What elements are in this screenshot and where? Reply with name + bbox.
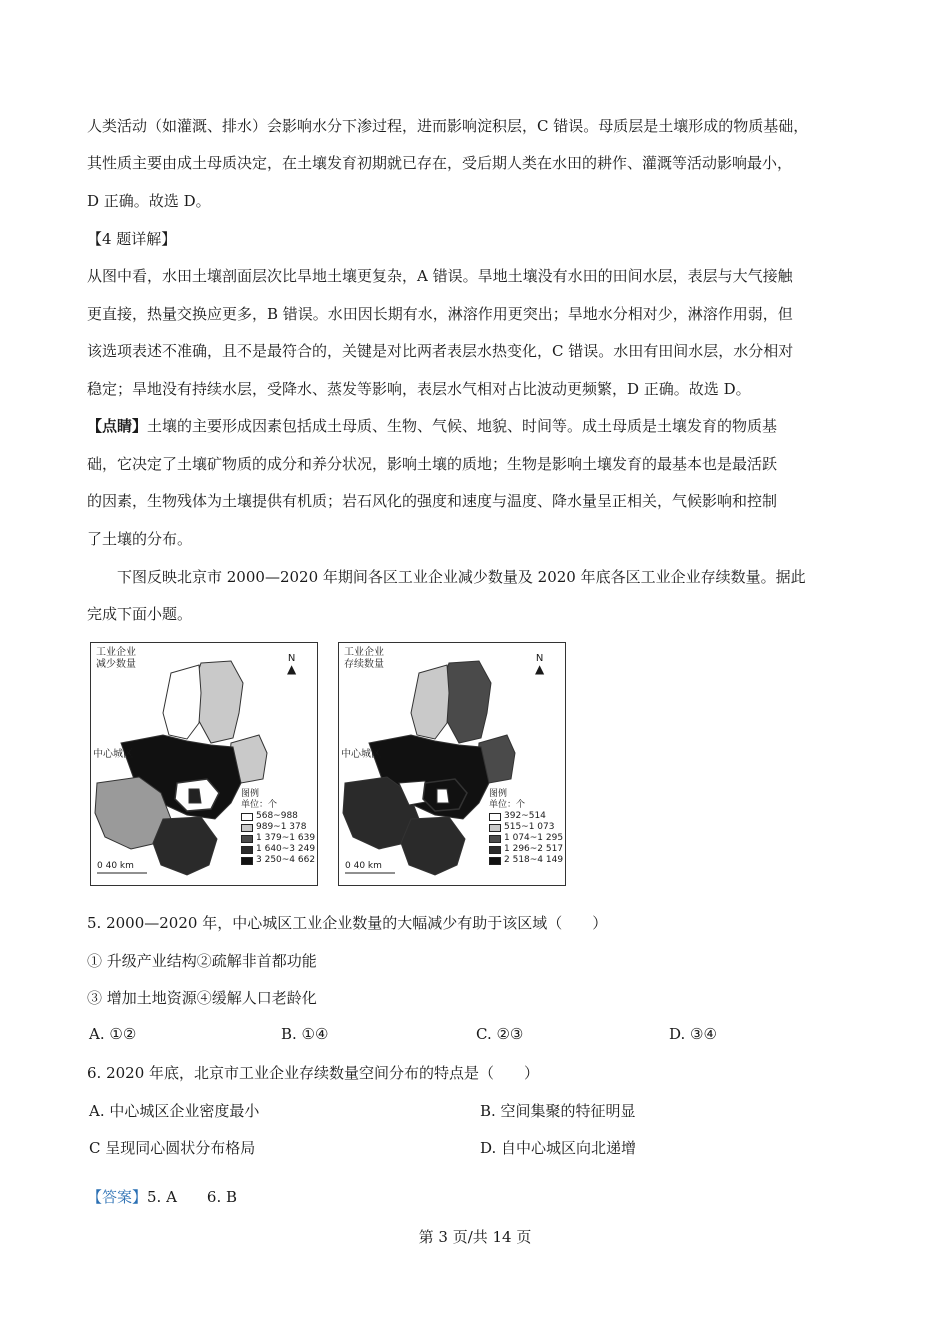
center-city-label: 中心城区 <box>93 749 133 760</box>
intro-line: 下图反映北京市 2000—2020 年期间各区工业企业减少数量及 2020 年底各区工业企业存续数量。据此 <box>117 568 806 586</box>
legend-row: 989~1 378 <box>241 822 315 833</box>
map-title: 工业企业 存续数量 <box>344 647 384 670</box>
legend-row: 1 379~1 639 <box>241 833 315 844</box>
q6-option-a[interactable]: A. 中心城区企业密度最小 <box>89 1102 260 1120</box>
question-5-statements: ① 升级产业结构②疏解非首都功能 <box>87 952 317 970</box>
map-legend <box>241 789 315 866</box>
scale-bar: 0 40 km <box>345 861 382 871</box>
legend-unit: 单位：个 <box>489 800 526 810</box>
tip-text: 土壤的主要形成因素包括成土母质、生物、气候、地貌、时间等。成土母质是土壤发育的物质基 <box>147 417 778 435</box>
tip-label: 【点睛】 <box>87 417 148 435</box>
q6-option-b[interactable]: B. 空间集聚的特征明显 <box>480 1102 636 1120</box>
page-footer: 第 3 页/共 14 页 <box>418 1228 532 1246</box>
q5-option-c[interactable]: C. ②③ <box>476 1025 524 1043</box>
text-line: D 正确。故选 D。 <box>87 192 211 210</box>
north-arrow-icon: N ▲ <box>535 653 545 676</box>
q5-option-a[interactable]: A. ①② <box>89 1025 137 1043</box>
answer-line <box>87 1186 237 1207</box>
text-line: 人类活动（如灌溉、排水）会影响水分下渗过程，进而影响淀积层，C 错误。母质层是土壤形成的物质基础， <box>87 117 809 135</box>
question-5-statements: ③ 增加土地资源④缓解人口老龄化 <box>87 989 317 1007</box>
map-remaining <box>338 642 566 886</box>
question-5-stem: 5. 2000—2020 年，中心城区工业企业数量的大幅减少有助于该区域（ ） <box>87 914 608 932</box>
q5-option-d[interactable]: D. ③④ <box>669 1025 717 1043</box>
q6-option-d[interactable]: D. 自中心城区向北递增 <box>480 1139 637 1157</box>
legend-title: 图例 <box>489 789 508 799</box>
section-heading: 【4 题详解】 <box>87 230 177 248</box>
map-reduction <box>90 642 318 886</box>
legend-row: 568~988 <box>241 811 315 822</box>
q6-option-c[interactable]: C 呈现同心圆状分布格局 <box>89 1139 256 1157</box>
scale-bar: 0 40 km <box>97 861 134 871</box>
answer-label: 【答案】 <box>87 1188 148 1206</box>
text-line: 稳定；旱地没有持续水层，受降水、蒸发等影响，表层水气相对占比波动更频繁，D 正确。故选 D。 <box>87 380 751 398</box>
legend-row: 1 074~1 295 <box>489 833 563 844</box>
legend-row: 2 518~4 149 <box>489 855 563 866</box>
text-line: 础，它决定了土壤矿物质的成分和养分状况，影响土壤的质地；生物是影响土壤发育的最基本也是最活跃 <box>87 455 778 473</box>
text-line: 了土壤的分布。 <box>87 530 193 548</box>
legend-row: 1 640~3 249 <box>241 844 315 855</box>
text-line: 从图中看，水田土壤剖面层次比旱地土壤更复杂，A 错误。旱地土壤没有水田的田间水层，表层与大气接触 <box>87 267 793 285</box>
answer-text: 5. A 6. B <box>147 1188 238 1206</box>
map-title: 工业企业 减少数量 <box>96 647 136 670</box>
text-line: 更直接，热量交换应更多，B 错误。水田因长期有水，淋溶作用更突出；旱地水分相对少，淋溶作用弱，但 <box>87 305 793 323</box>
question-6-stem: 6. 2020 年底，北京市工业企业存续数量空间分布的特点是（ ） <box>87 1064 540 1082</box>
text-line: 其性质主要由成土母质决定，在土壤发育初期就已存在，受后期人类在水田的耕作、灌溉等活动影响最小， <box>87 154 793 172</box>
q5-option-b[interactable]: B. ①④ <box>281 1025 329 1043</box>
intro-line: 完成下面小题。 <box>87 605 193 623</box>
tip-line <box>87 415 777 436</box>
legend-row: 392~514 <box>489 811 563 822</box>
legend-title: 图例 <box>241 789 260 799</box>
text-line: 的因素，生物残体为土壤提供有机质；岩石风化的强度和速度与温度、降水量呈正相关，气候影响和控制 <box>87 492 778 510</box>
map-legend <box>489 789 563 866</box>
text-line: 该选项表述不准确，且不是最符合的，关键是对比两者表层水热变化，C 错误。水田有田间水层，水分相对 <box>87 342 794 360</box>
center-city-label: 中心城区 <box>341 749 381 760</box>
maps-figure <box>90 642 564 888</box>
legend-row: 3 250~4 662 <box>241 855 315 866</box>
north-arrow-icon: N ▲ <box>287 653 297 676</box>
legend-unit: 单位：个 <box>241 800 278 810</box>
legend-row: 515~1 073 <box>489 822 563 833</box>
legend-row: 1 296~2 517 <box>489 844 563 855</box>
